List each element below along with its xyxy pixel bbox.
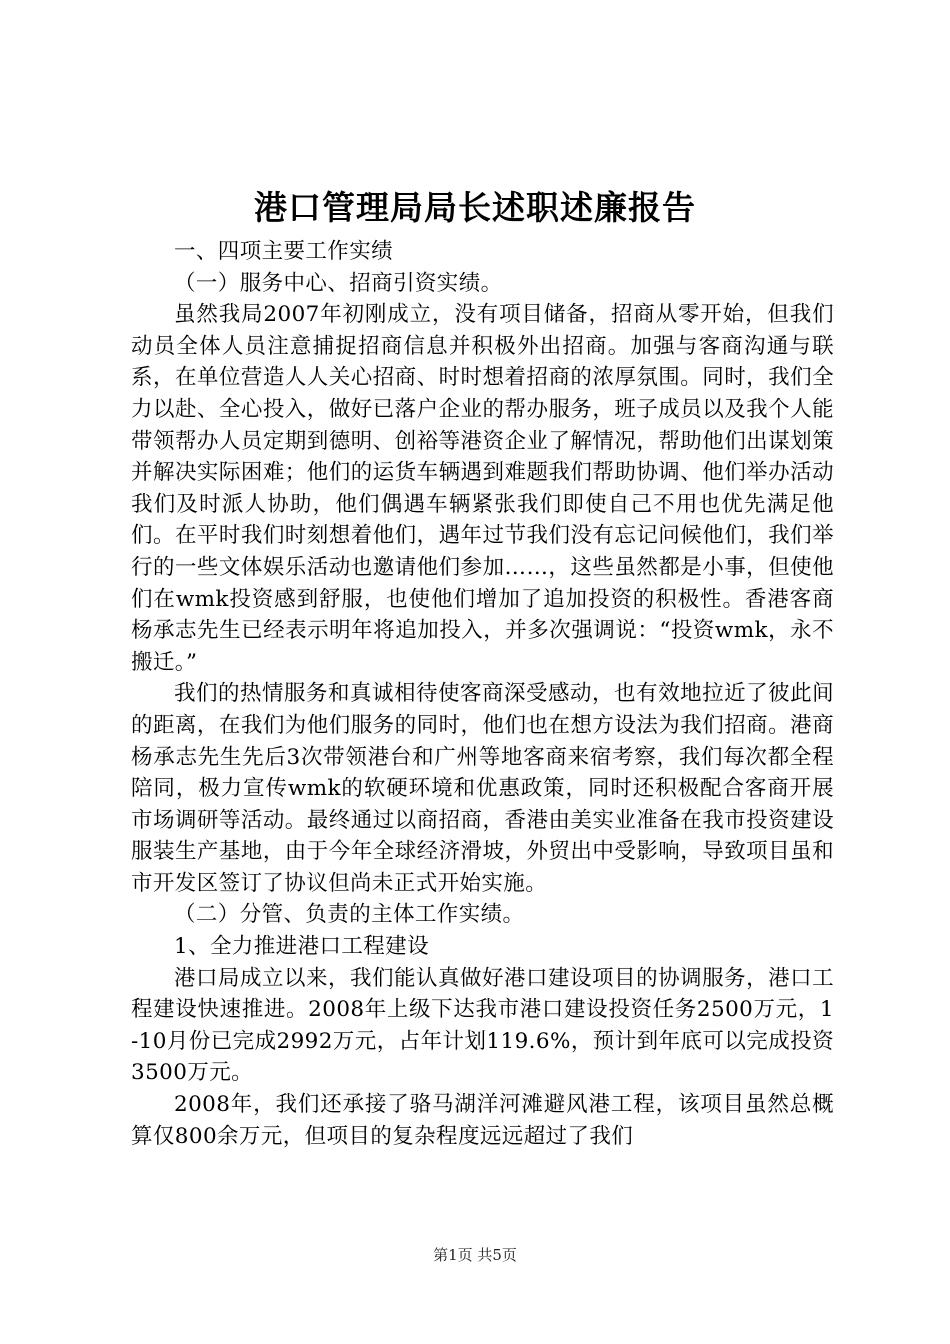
item-heading: 1、全力推进港口工程建设 xyxy=(174,934,429,960)
subsection-heading: （一）服务中心、招商引资实绩。 xyxy=(174,270,503,296)
document-body xyxy=(131,236,834,1152)
document-title: 港口管理局局长述职述廉报告 xyxy=(254,188,696,227)
page-number: 第1页 共5页 xyxy=(433,1246,517,1264)
paragraph: 我们的热情服务和真诚相待使客商深受感动，也有效地拉近了彼此间的距离，在我们为他们服务的同时，他们也在想方设法为我们招商。港商杨承志先生先后3次带领港台和广州等地客商来宿考察，我们每次都全程陪同，极力宣传wmk的软硬环境和优惠政策，同时还积极配合客商开展市场调研等活动。最终通过以商招商，香港由美实业准备在我市投资建设服装生产基地，由于今年全球经济滑坡，外贸出中受影响，导致项目虽和市开发区签订了协议但尚未正式开始实施。 xyxy=(131,681,834,896)
section-heading: 一、四项主要工作实绩 xyxy=(174,239,394,264)
paragraph: 虽然我局2007年初刚成立，没有项目储备，招商从零开始，但我们动员全体人员注意捕捉招商信息并积极外出招商。加强与客商沟通与联系，在单位营造人人关心招商、时时想着招商的浓厚氛围。同时，我们全力以赴、全心投入，做好已落户企业的帮办服务，班子成员以及我个人能带领帮办人员定期到德明、创裕等港资企业了解情况，帮助他们出谋划策并解决实际困难；他们的运货车辆遇到难题我们帮助协调、他们举办活动我们及时派人协助，他们偶遇车辆紧张我们即使自己不用也优先满足他们。在平时我们时刻想着他们，遇年过节我们没有忘记问候他们，我们举行的一些文体娱乐活动也邀请他们参加……，这些虽然都是小事，但使他们在wmk投资感到舒服，也使他们增加了追加投资的积极性。香港客商杨承志先生已经表示明年将追加投入，并多次强调说：“投资wmk，永不搬迁。” xyxy=(131,302,834,675)
paragraph: 2008年，我们还承接了骆马湖洋河滩避风港工程，该项目虽然总概算仅800余万元，但项目的复杂程度远远超过了我们 xyxy=(131,1092,834,1149)
paragraph: 港口局成立以来，我们能认真做好港口建设项目的协调服务，港口工程建设快速推进。2008年上级下达我市港口建设投资任务2500万元，1-10月份已完成2992万元，占年计划119.6%，预计到年底可以完成投资3500万元。 xyxy=(131,965,834,1086)
subsection-heading: （二）分管、负责的主体工作实绩。 xyxy=(174,902,525,928)
